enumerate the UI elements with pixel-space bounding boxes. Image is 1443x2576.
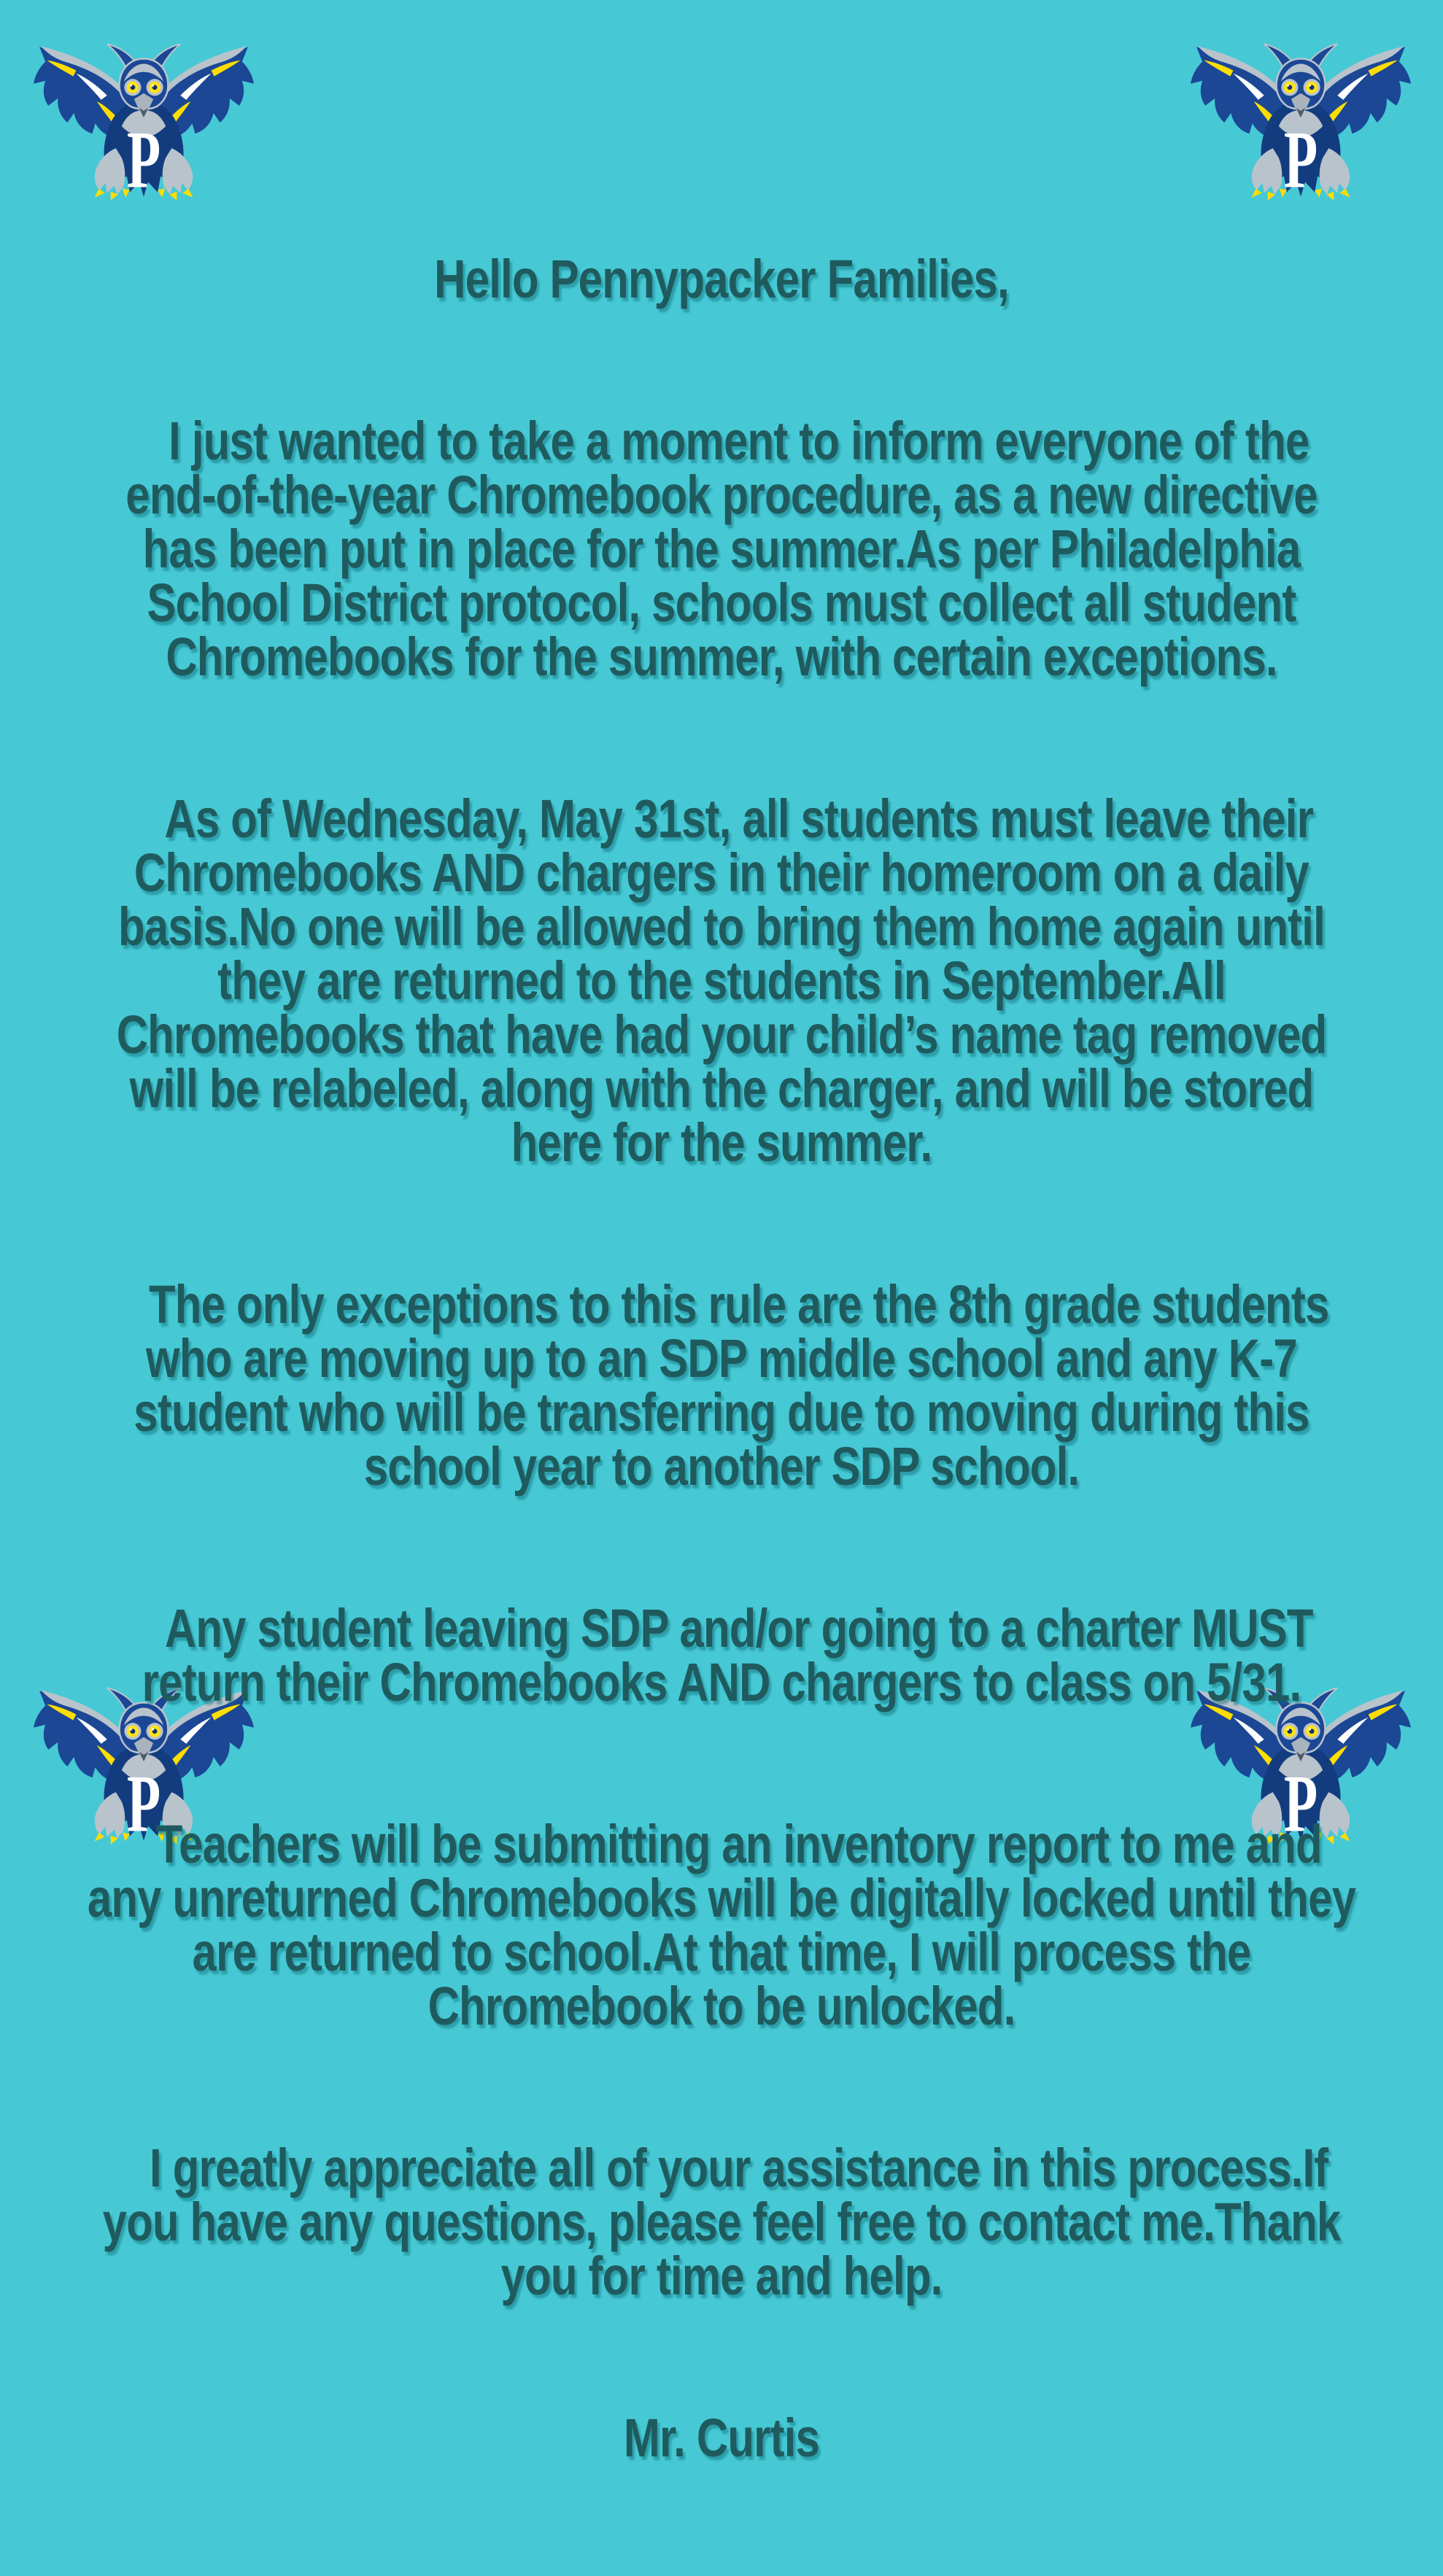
letter-signature: Mr. Curtis [623,2408,820,2468]
letter-paragraph-2: As of Wednesday, May 31st, all students must leave their Chromebooks AND chargers in their homeroom on a daily basis.No one will be allowed to bring them home again until they are returned to the students in September.All Chromebooks that have had your child’s name tag removed will be relabeled, along with the charger, and will be stored here for the summer. [116,788,1339,1173]
letter-paragraph-4: Any student leaving SDP and/or going to a charter MUST return their Chromebooks AND chargers to class on 5/31. [130,1598,1325,1712]
letter-paragraph-3: The only exceptions to this rule are the 8th grade students who are moving up to an SDP middle school and any K-7 student who will be transferring due to moving during this school year to another SDP school. [114,1274,1341,1497]
letter-paragraph-1: I just wanted to take a moment to inform everyone of the end-of-the-year Chromebook procedure, as a new directive has been put in place for the summer.As per Philadelphia School District protocol, schools must collect all student Chromebooks for the summer, with certain exceptions. [125,411,1329,687]
letter-paragraph-5: Teachers will be submitting an inventory report to me and any unreturned Chromebooks will be digitally locked until they are returned to school.At that time, I will process the Chromebook to be unlocked. [87,1814,1367,2036]
letter-body [86,144,1367,2573]
letter-greeting: Hello Pennypacker Families, [434,249,1009,309]
letter-paragraph-6: I greatly appreciate all of your assistance in this process.If you have any questions, please feel free to contact me.Thank you for time and help. [102,2138,1353,2306]
